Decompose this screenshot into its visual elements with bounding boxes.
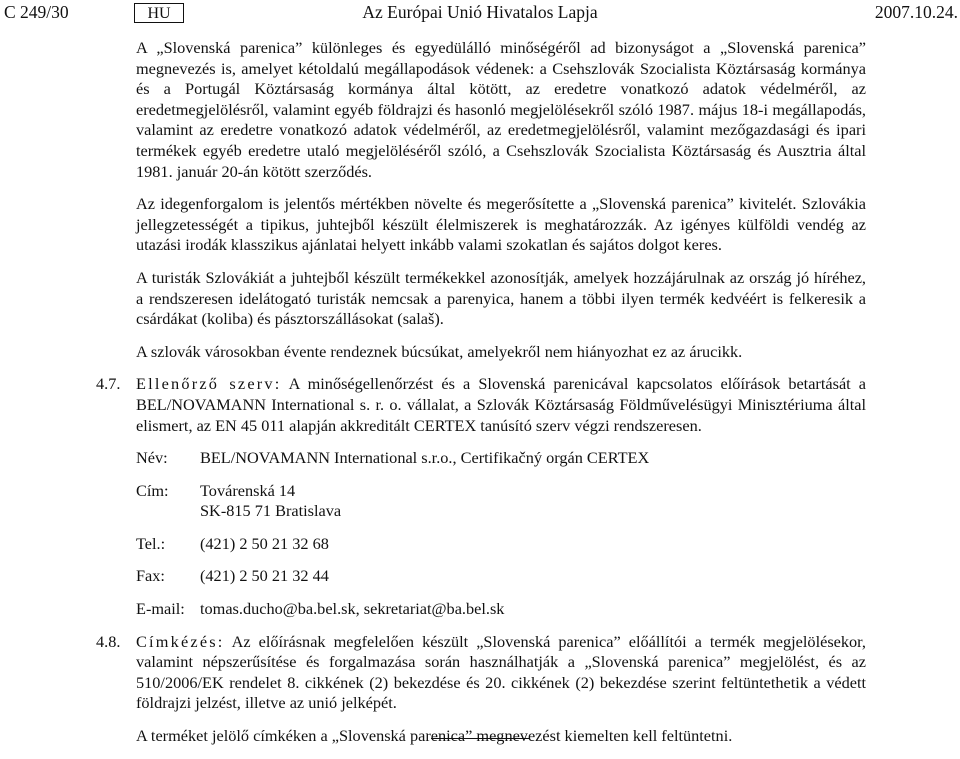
fax-label: Fax: [136,566,165,586]
address-line-1: Továrenská 14 [200,480,296,500]
contact-fax [136,566,866,587]
section-text: Az előírásnak megfelelően készült „Slovenská parenica” előállítói a termék megjelölésekor, valamint népszerűsítése és forgalmazása során használhatják a „Slovenská parenica” megjelölést, és az 510/2006/EK rendelet 8. cikkének (2) bekezdése és 20. cikkének (2) bekezdése szerint feltüntethetik a védett földrajzi jelzést, illetve az unió jelképét. [136,631,867,713]
end-separator [431,738,529,739]
paragraph-tourists: A turisták Szlovákiát a juhtejből készült termékekkel azonosítják, amelyek hozzájárulnak az ország jó híréhez, a rendszeresen idelátogató turisták nemcsak a parenyica, hanem a többi ilyen termék kedvéért is felkeresik a csárdákat (koliba) és pásztorszállásokat (salaš). [136,267,866,329]
section-heading: Címkézés: [136,631,225,651]
tel-value: (421) 2 50 21 32 68 [200,533,329,553]
contact-address [136,481,866,522]
publication-date: 2007.10.24. [874,2,958,22]
section-number: 4.8. [96,631,121,651]
page-reference: C 249/30 [4,2,69,22]
fax-value: (421) 2 50 21 32 44 [200,566,329,586]
name-label: Név: [136,448,168,468]
name-value: BEL/NOVAMANN International s.r.o., Certifikačný orgán CERTEX [200,448,650,468]
paragraph-tourism: Az idegenforgalom is jelentős mértékben növelte és megerősítette a „Slovenská parenica” kivitelét. Szlovákia jellegzetességét a tipikus, juhtejből készült élelmiszerek is meghatározzák. Az igényes külföldi vendég az utazási irodák klasszikus ajánlatai helyett inkább valami szokatlan és sajátos dolgot keres. [136,194,866,255]
address-label: Cím: [136,480,169,500]
language-badge: HU [134,3,184,23]
paragraph-labelling-note: A terméket jelölő címkéken a „Slovenská parenica” megnevezést kiemelten kell feltüntetni. [136,726,733,746]
tel-label: Tel.: [136,533,166,553]
page-header [0,2,960,26]
address-line-2: SK-815 71 Bratislava [200,501,342,521]
section-heading: Ellenőrző szerv: [136,374,282,394]
section-text: A minőségellenőrzést és a Slovenská parenicával kapcsolatos előírások betartását a BEL/NOVAMANN International s. r. o. vállalat, a Szlovák Köztársaság Földművelésügyi Minisztériuma által elismert, az EN 45 011 alapján akkreditált CERTEX tanúsító szerv végzi rendszeresen. [136,374,867,435]
journal-title: Az Európai Unió Hivatalos Lapja [362,2,598,22]
document-body [96,38,867,759]
paragraph-agreements: A „Slovenská parenica” különleges és egyedülálló minőségéről ad bizonyságot a „Slovenská parenica” megnevezés is, amelyet kétoldalú megállapodások védenek: a Csehszlovák Szocialista Köztársaság kormánya és a Portugál Köztársaság kormánya által kötött, az eredetre vonatkozó adatok védelméről, az eredetmegjelölésről, valamint egyéb földrajzi és hasonló megjelölésekről szóló 1987. május 18-i megállapodás, valamint az eredetre vonatkozó adatok védelméről, az eredetmegjelölésről, valamint mezőgazdasági és ipari termékek egyéb eredetre utaló megjelöléséről szóló, a Csehszlovák Szocialista Köztársaság és Ausztria által 1981. január 20-án kötött szerződés. [136,38,866,181]
paragraph-fairs: A szlovák városokban évente rendeznek búcsúkat, amelyekről nem hiányozhat ez az árucikk. [136,341,743,361]
section-number: 4.7. [96,374,121,394]
address-value [200,481,341,522]
section-4-8 [96,631,867,714]
section-4-7 [96,374,867,436]
contact-tel [136,534,866,555]
email-value: tomas.ducho@ba.bel.sk, sekretariat@ba.bel.sk [200,599,505,619]
contact-name [136,448,866,469]
email-label: E-mail: [136,599,185,619]
contact-email [136,599,866,620]
